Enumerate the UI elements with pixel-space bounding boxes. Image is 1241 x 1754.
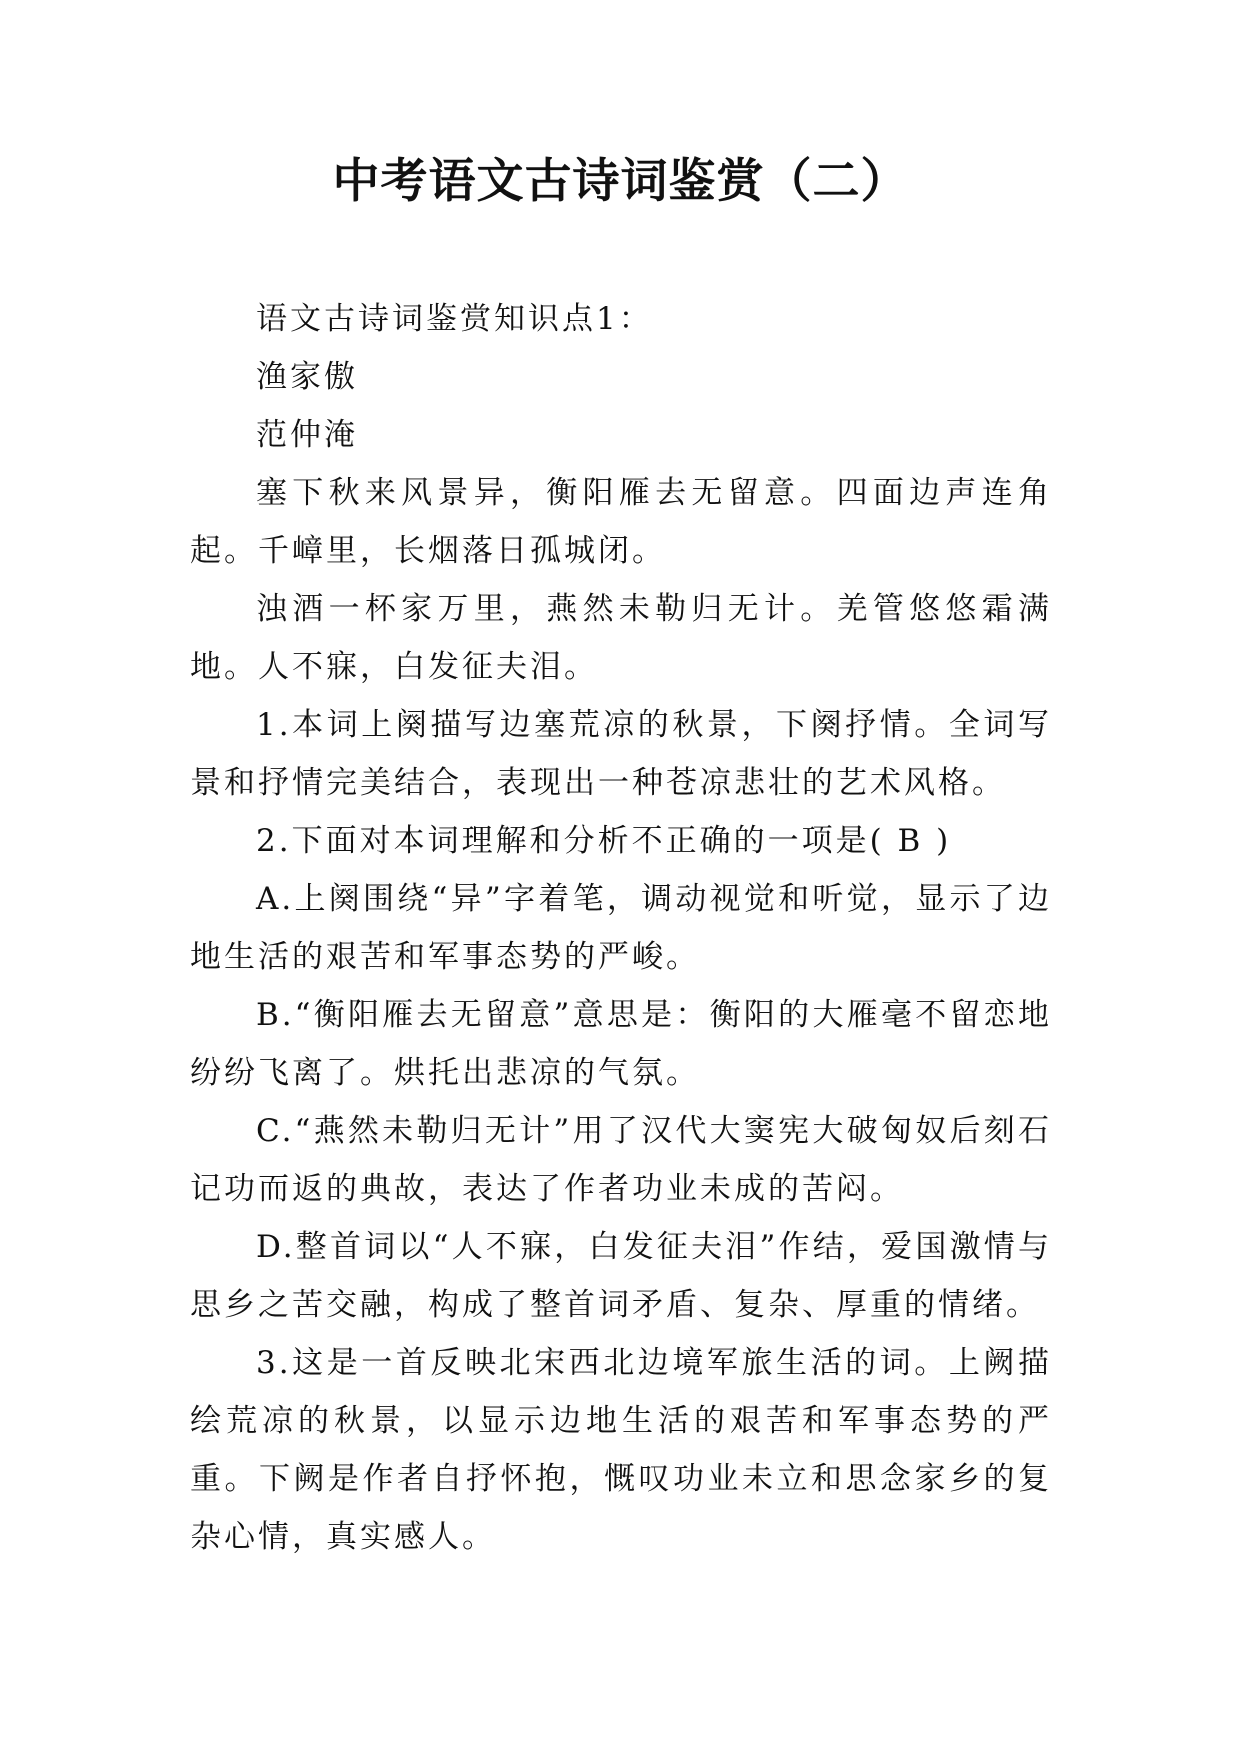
option-a: A.上阕围绕“异”字着笔，调动视觉和听觉，显示了边地生活的艰苦和军事态势的严峻。 (190, 881, 1052, 975)
option-d: D.整首词以“人不寐，白发征夫泪”作结，爱国激情与思乡之苦交融，构成了整首词矛盾、复杂、厚重的情绪。 (190, 1229, 1052, 1323)
analysis-point-3: 3.这是一首反映北宋西北边境军旅生活的词。上阙描绘荒凉的秋景，以显示边地生活的艰苦和军事态势的严重。下阙是作者自抒怀抱，慨叹功业未立和思念家乡的复杂心情，真实感人。 (190, 1345, 1052, 1555)
poem-author: 范仲淹 (256, 417, 358, 453)
document-body (190, 290, 1052, 1566)
poem-stanza-2: 浊酒一杯家万里，燕然未勒归无计。羌管悠悠霜满地。人不寐，白发征夫泪。 (190, 591, 1052, 685)
document-title: 中考语文古诗词鉴赏（二） (332, 154, 909, 209)
question-2: 2.下面对本词理解和分析不正确的一项是( B ) (256, 823, 952, 859)
section-heading: 语文古诗词鉴赏知识点1： (256, 301, 653, 337)
option-c: C.“燕然未勒归无计”用了汉代大窦宪大破匈奴后刻石记功而返的典故，表达了作者功业未成的苦闷。 (190, 1113, 1052, 1207)
poem-title: 渔家傲 (256, 359, 358, 395)
option-b: B.“衡阳雁去无留意”意思是：衡阳的大雁毫不留恋地纷纷飞离了。烘托出悲凉的气氛。 (190, 997, 1052, 1091)
analysis-point-1: 1.本词上阕描写边塞荒凉的秋景，下阕抒情。全词写景和抒情完美结合，表现出一种苍凉悲壮的艺术风格。 (190, 707, 1052, 801)
poem-stanza-1: 塞下秋来风景异，衡阳雁去无留意。四面边声连角起。千嶂里，长烟落日孤城闭。 (190, 475, 1052, 569)
